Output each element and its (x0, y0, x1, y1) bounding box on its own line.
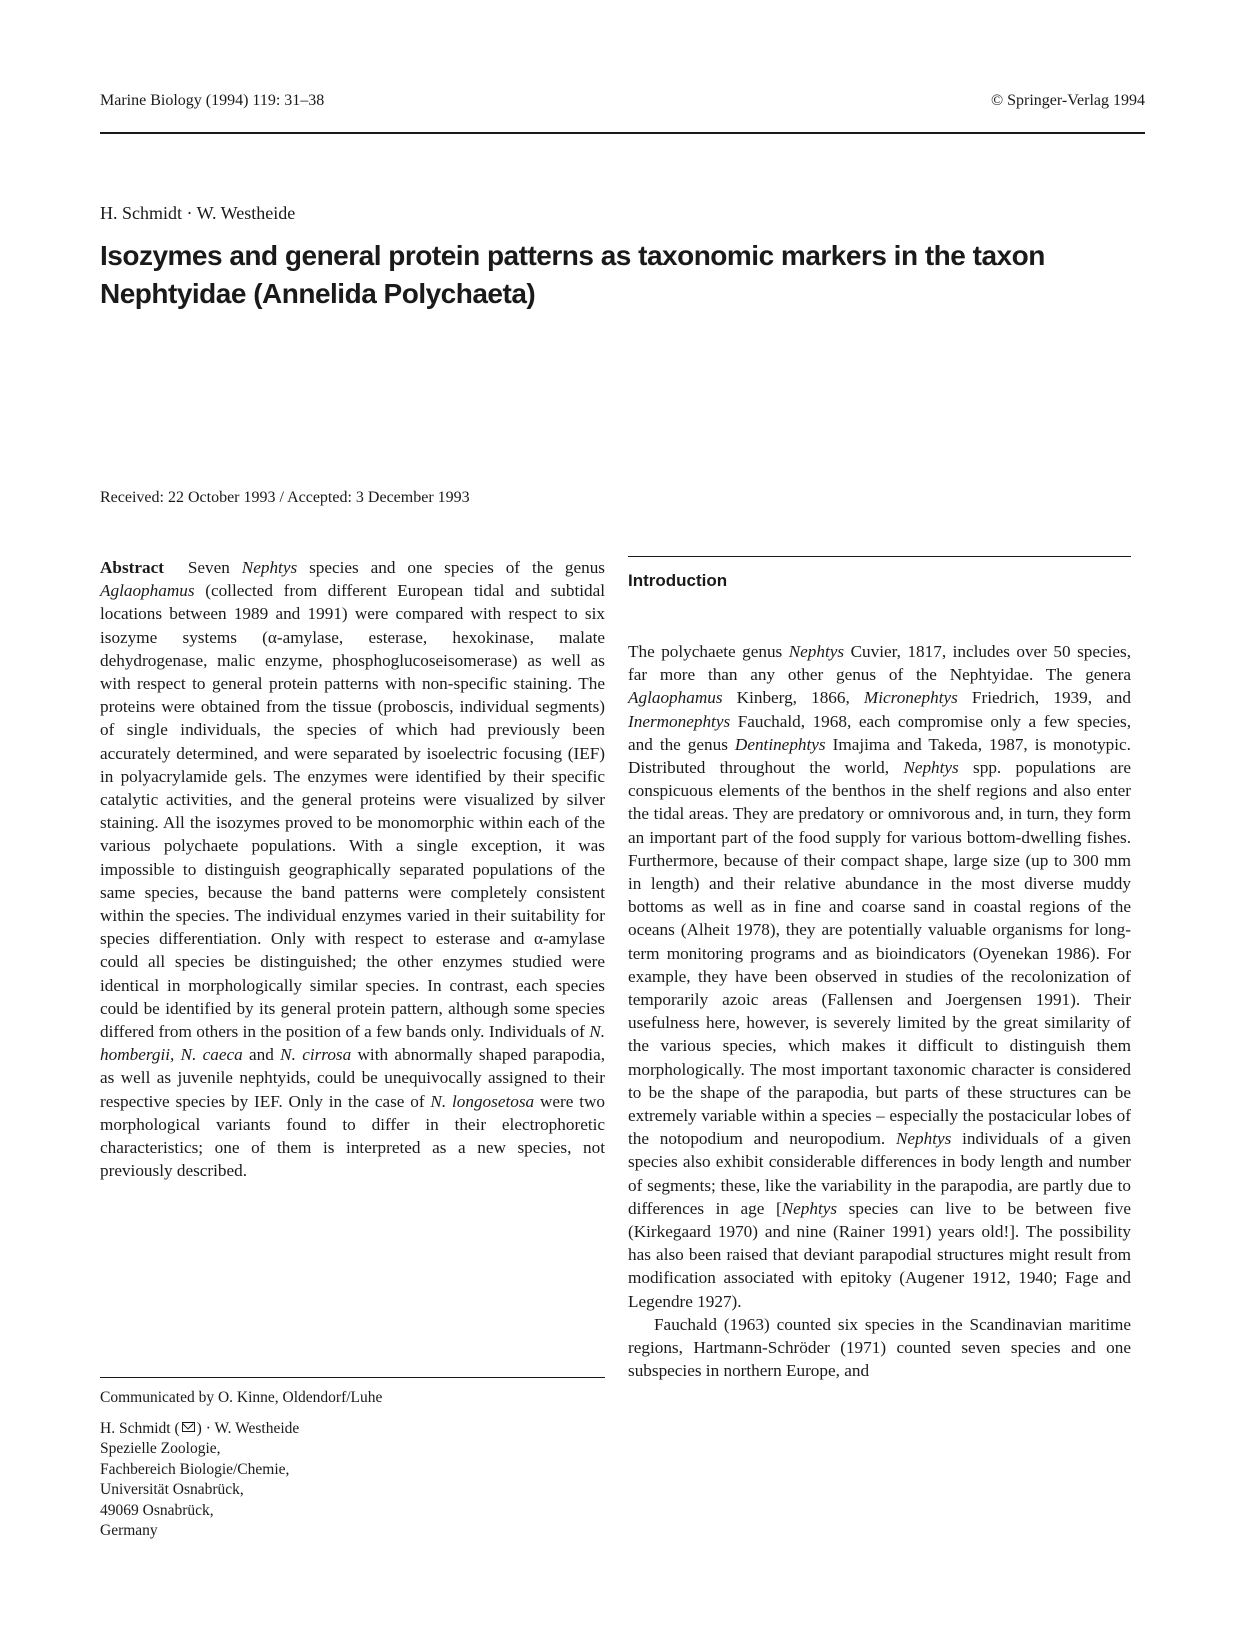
address-line: Universität Osnabrück, (100, 1481, 244, 1498)
paper-title: Isozymes and general protein patterns as taxonomic markers in the taxon Nephtyidae (Annelida Polychaeta) (100, 240, 1045, 309)
taxon-name: Dentinephtys (734, 734, 826, 754)
journal-citation: Marine Biology (1994) 119: 31–38 (100, 92, 325, 109)
introduction-paragraph: Fauchald (1963) counted six species in the Scandinavian maritime regions, Hartmann-Schröder (1971) counted seven species and one subspecies in northern Europe, and (628, 1314, 1131, 1381)
abstract-text: with abnormally shaped parapodia, as well as juvenile nephtyids, could be unequivocally assigned to their respective species by IEF. Only in the case of (100, 1045, 605, 1111)
taxon-name: Nephtys (903, 758, 959, 778)
author-name: H. Schmidt ( (100, 1419, 180, 1437)
envelope-icon (182, 1422, 195, 1432)
taxon-name: Micronephtys (863, 688, 958, 708)
abstract-taxon: Nephtys (241, 558, 298, 577)
taxon-name: Inermonephtys (628, 711, 731, 731)
running-head (100, 92, 1145, 110)
abstract-text: Seven (187, 558, 242, 577)
address-line: Fachbereich Biologie/Chemie, (100, 1460, 290, 1478)
abstract-taxon: Aglaophamus (100, 581, 195, 601)
header-rule (100, 132, 1145, 134)
author-line: H. Schmidt · W. Westheide (100, 203, 296, 223)
taxon-name: Nephtys (895, 1129, 952, 1149)
received-dates: Received: 22 October 1993 / Accepted: 3 December 1993 (100, 489, 470, 506)
corresponding-authors (100, 1419, 605, 1440)
body-text: spp. populations are conspicuous elements of the benthos in the shelf regions and also enter the tidal areas. They are predatory or omnivorous and, in turn, they form an important part of the food supply for various bottom-dwelling fishes. Furthermore, because of their compact shape, large size (up to 300 mm in length) and their relative abundance in the most diverse muddy bottoms as well as in fine and coarse sand in coastal regions of the oceans (Alheit 1978), they are potentially valuable organisms for long-term monitoring programs and as bioindicators (Oyenekan 1986). For example, they have been observed in studies of the recolonization of temporarily azoic areas (Fallensen and Joergensen 1991). Their usefulness here, however, is severely limited by the great similarity of the various species, which makes it difficult to distinguish them morphologically. The most important taxonomic character is considered to be the shape of the parapodia, but parts of these structures can be extremely variable within a species – especially the postacicular lobes of the notopodium and neuropodium. (628, 758, 1131, 1149)
abstract-taxon: N. hombergii, N. caeca (100, 1022, 605, 1065)
body-text: Friedrich, 1939, and (957, 688, 1131, 708)
abstract-paragraph (100, 556, 605, 1182)
taxon-name: Nephtys (788, 642, 845, 661)
abstract-label: Abstract (100, 558, 164, 577)
abstract-taxon: N. cirrosa (280, 1045, 352, 1065)
abstract-text: were two morphological variants found to differ in their electrophoretic characteristics; one of them is interpreted as a new species, not previously described. (100, 1091, 605, 1181)
author-address (100, 1439, 605, 1542)
introduction-heading: Introduction (628, 571, 728, 590)
abstract-text: species and one species of the genus (297, 558, 605, 577)
address-line: Spezielle Zoologie, (100, 1440, 221, 1457)
body-text: Cuvier, 1817, includes over 50 species, far more than any other genus of the Nephtyidae. The genera (628, 642, 1131, 685)
taxon-name: Aglaophamus (628, 688, 723, 708)
communicated-by: Communicated by O. Kinne, Oldendorf/Luhe (100, 1389, 383, 1406)
body-text: species can live to be between five (Kirkegaard 1970) and nine (Rainer 1991) years old!]. The possibility has also been raised that deviant parapodial structures might result from modification associated with epitoky (Augener 1912, 1940; Fage and Legendre 1927). (628, 1198, 1131, 1311)
section-rule (628, 556, 1131, 557)
abstract-taxon: N. longosetosa (430, 1091, 535, 1111)
body-text: Fauchald, 1968, each compromise only a few species, and the genus (628, 711, 1131, 754)
introduction-paragraph (628, 640, 1131, 1313)
body-text: individuals of a given species also exhibit considerable differences in body length and number of segments; these, like the variability in the parapodia, are partly due to differences in age [ (628, 1129, 1131, 1218)
body-text: Imajima and Takeda, 1987, is monotypic. Distributed throughout the world, (628, 734, 1131, 778)
author-name: ) · W. Westheide (196, 1419, 300, 1437)
abstract-text: and (242, 1045, 281, 1065)
address-line: Germany (100, 1522, 158, 1539)
author-footnote (100, 1388, 605, 1542)
address-line: 49069 Osnabrück, (100, 1501, 214, 1519)
abstract-text: (collected from different European tidal and subtidal locations between 1989 and 1991) were compared with respect to six isozyme systems (α-amylase, esterase, hexokinase, malate dehydrogenase, malic enzyme, phosphoglucoseisomerase) as well as with respect to general protein patterns with non-specific staining. The proteins were obtained from the tissue (proboscis, individual segments) of single individuals, the species of which had previously been accurately determined, and were separated by isoelectric focusing (IEF) in polyacrylamide gels. The enzymes were identified by their specific catalytic activities, and the general proteins were visualized by silver staining. All the isozymes proved to be monomorphic within each of the various polychaete populations. With a single exception, it was impossible to distinguish geographically separated populations of the same species, because the band patterns were completely consistent within the species. The individual enzymes varied in their suitability for species differentiation. Only with respect to esterase and α-amylase could all species be distinguished; the other enzymes studied were identical in morphologically similar species. In contrast, each species could be identified by its general protein pattern, although some species differed from others in the position of a few bands only. Individuals of (100, 581, 605, 1042)
body-text: Kinberg, 1866, (722, 688, 864, 708)
copyright-notice: © Springer-Verlag 1994 (990, 92, 1145, 109)
taxon-name: Nephtys (781, 1198, 838, 1218)
abstract-column (100, 556, 605, 1182)
body-text: The polychaete genus (628, 642, 789, 661)
footnote-rule (100, 1377, 605, 1378)
introduction-column (628, 640, 1131, 1383)
